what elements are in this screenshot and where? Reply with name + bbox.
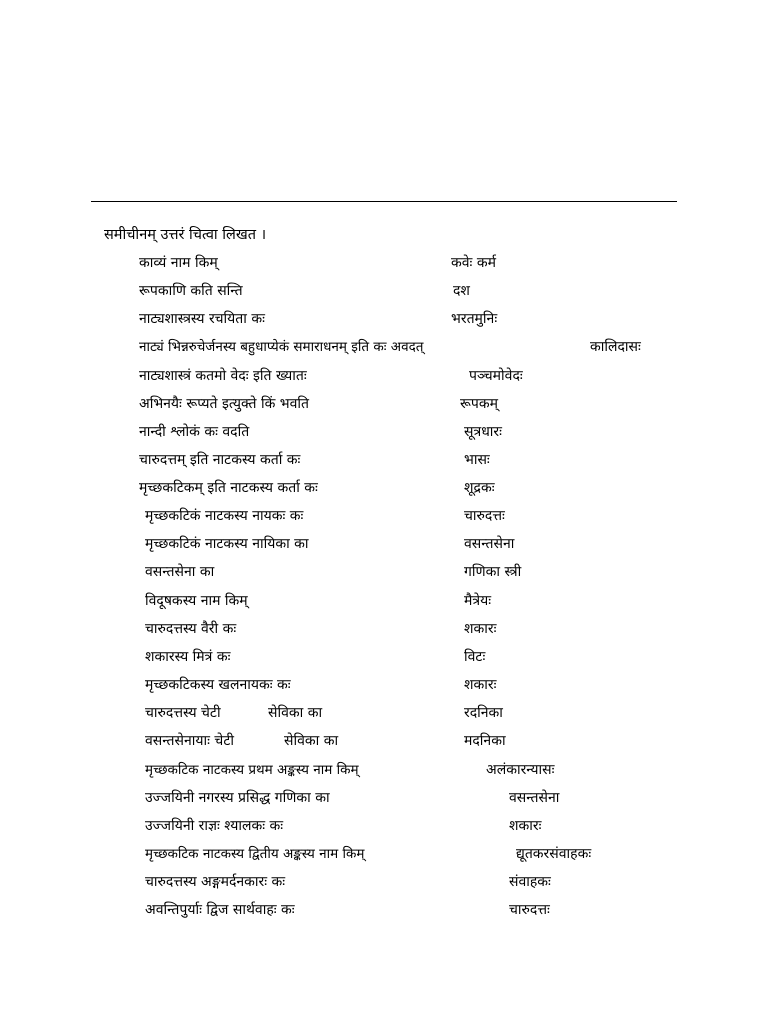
qa-row — [0, 364, 768, 388]
answer-text: गणिका स्त्री — [464, 564, 522, 580]
question-text: अवन्तिपुर्याः द्विज सार्थवाहः कः — [145, 902, 295, 918]
question-text: मृच्छकटिकं नाटकस्य नायकः कः — [145, 508, 304, 524]
qa-row — [0, 448, 768, 472]
answer-text: संवाहकः — [509, 874, 551, 890]
qa-row — [0, 279, 768, 303]
answer-text: कवेः कर्म — [451, 255, 496, 271]
qa-row — [0, 335, 768, 359]
qa-row — [0, 532, 768, 556]
qa-row — [0, 842, 768, 866]
question-text: नाट्यशास्त्रस्य रचयिता कः — [139, 311, 265, 327]
question-text: काव्यं नाम किम् — [139, 255, 218, 271]
answer-text: रदनिका — [464, 705, 503, 721]
question-text: शकारस्य मित्रं कः — [145, 649, 231, 665]
question-text: उज्जयिनी राज्ञः श्यालकः कः — [145, 818, 284, 834]
answer-text: दश — [453, 283, 470, 299]
answer-text: कालिदासः — [590, 339, 641, 355]
answer-text: शकारः — [464, 677, 497, 693]
answer-text: पञ्चमोवेदः — [469, 368, 523, 384]
answer-text: वसन्तसेना — [509, 790, 560, 806]
answer-text: भरतमुनिः — [451, 311, 498, 327]
question-text: चारुदत्तस्य चेटी — [145, 705, 221, 721]
question-text: नाट्यशास्त्रं कतमो वेदः इति ख्यातः — [139, 368, 307, 384]
question-text: चारुदत्तस्य अङ्गमर्दनकारः कः — [145, 874, 286, 890]
question-text: नाट्यं भिन्नरुचेर्जनस्य बहुधाप्येकं समाराधनम् इति कः अवदत् — [139, 339, 424, 355]
question-text: अभिनयैः रूप्यते इत्युक्ते किं भवति — [139, 396, 310, 412]
answer-text: सूत्रधारः — [464, 424, 502, 440]
qa-row — [0, 392, 768, 416]
qa-row — [0, 758, 768, 782]
qa-row — [0, 420, 768, 444]
qa-row — [0, 701, 768, 725]
question-text: चारुदत्तस्य वैरी कः — [145, 621, 237, 637]
qa-row — [0, 617, 768, 641]
question-text-extra: सेविका का — [284, 733, 339, 749]
answer-text: रूपकम् — [460, 396, 498, 412]
question-text: मृच्छकटिकस्य खलनायकः कः — [145, 677, 291, 693]
question-text: विदूषकस्य नाम किम् — [145, 593, 248, 609]
question-text: मृच्छकटिक नाटकस्य द्वितीय अङ्कस्य नाम किम् — [145, 846, 365, 862]
qa-row — [0, 898, 768, 922]
answer-text: चारुदत्तः — [509, 902, 550, 918]
answer-text: भासः — [464, 452, 490, 468]
answer-text: विटः — [464, 649, 486, 665]
answer-text: शकारः — [509, 818, 542, 834]
question-text: मृच्छकटिकम् इति नाटकस्य कर्ता कः — [139, 480, 318, 496]
qa-row — [0, 645, 768, 669]
answer-text: द्यूतकरसंवाहकः — [516, 846, 592, 862]
question-text: वसन्तसेनायाः चेटी — [145, 733, 234, 749]
question-text: नान्दी श्लोकं कः वदति — [139, 424, 250, 440]
question-text: रूपकाणि कति सन्ति — [139, 283, 243, 299]
qa-row — [0, 673, 768, 697]
answer-text: वसन्तसेना — [464, 536, 515, 552]
question-text-extra: सेविका का — [268, 705, 323, 721]
question-text: मृच्छकटिक नाटकस्य प्रथम अङ्कस्य नाम किम् — [145, 762, 359, 778]
qa-row — [0, 251, 768, 275]
qa-row — [0, 476, 768, 500]
question-text: चारुदत्तम् इति नाटकस्य कर्ता कः — [139, 452, 301, 468]
answer-text: अलंकारन्यासः — [486, 762, 555, 778]
question-text: उज्जयिनी नगरस्य प्रसिद्ध गणिका का — [145, 790, 330, 806]
qa-row — [0, 786, 768, 810]
answer-text: शकारः — [464, 621, 497, 637]
qa-row — [0, 729, 768, 753]
qa-row — [0, 870, 768, 894]
answer-text: मदनिका — [464, 733, 506, 749]
qa-row — [0, 814, 768, 838]
answer-text: चारुदत्तः — [464, 508, 505, 524]
answer-text: शूद्रकः — [464, 480, 495, 496]
qa-row — [0, 504, 768, 528]
question-text: वसन्तसेना का — [145, 564, 215, 580]
question-text: मृच्छकटिकं नाटकस्य नायिका का — [145, 536, 309, 552]
qa-row — [0, 307, 768, 331]
worksheet-heading: समीचीनम् उत्तरं चित्वा लिखत । — [104, 227, 267, 243]
qa-row — [0, 560, 768, 584]
answer-text: मैत्रेयः — [464, 593, 492, 609]
qa-row — [0, 589, 768, 613]
